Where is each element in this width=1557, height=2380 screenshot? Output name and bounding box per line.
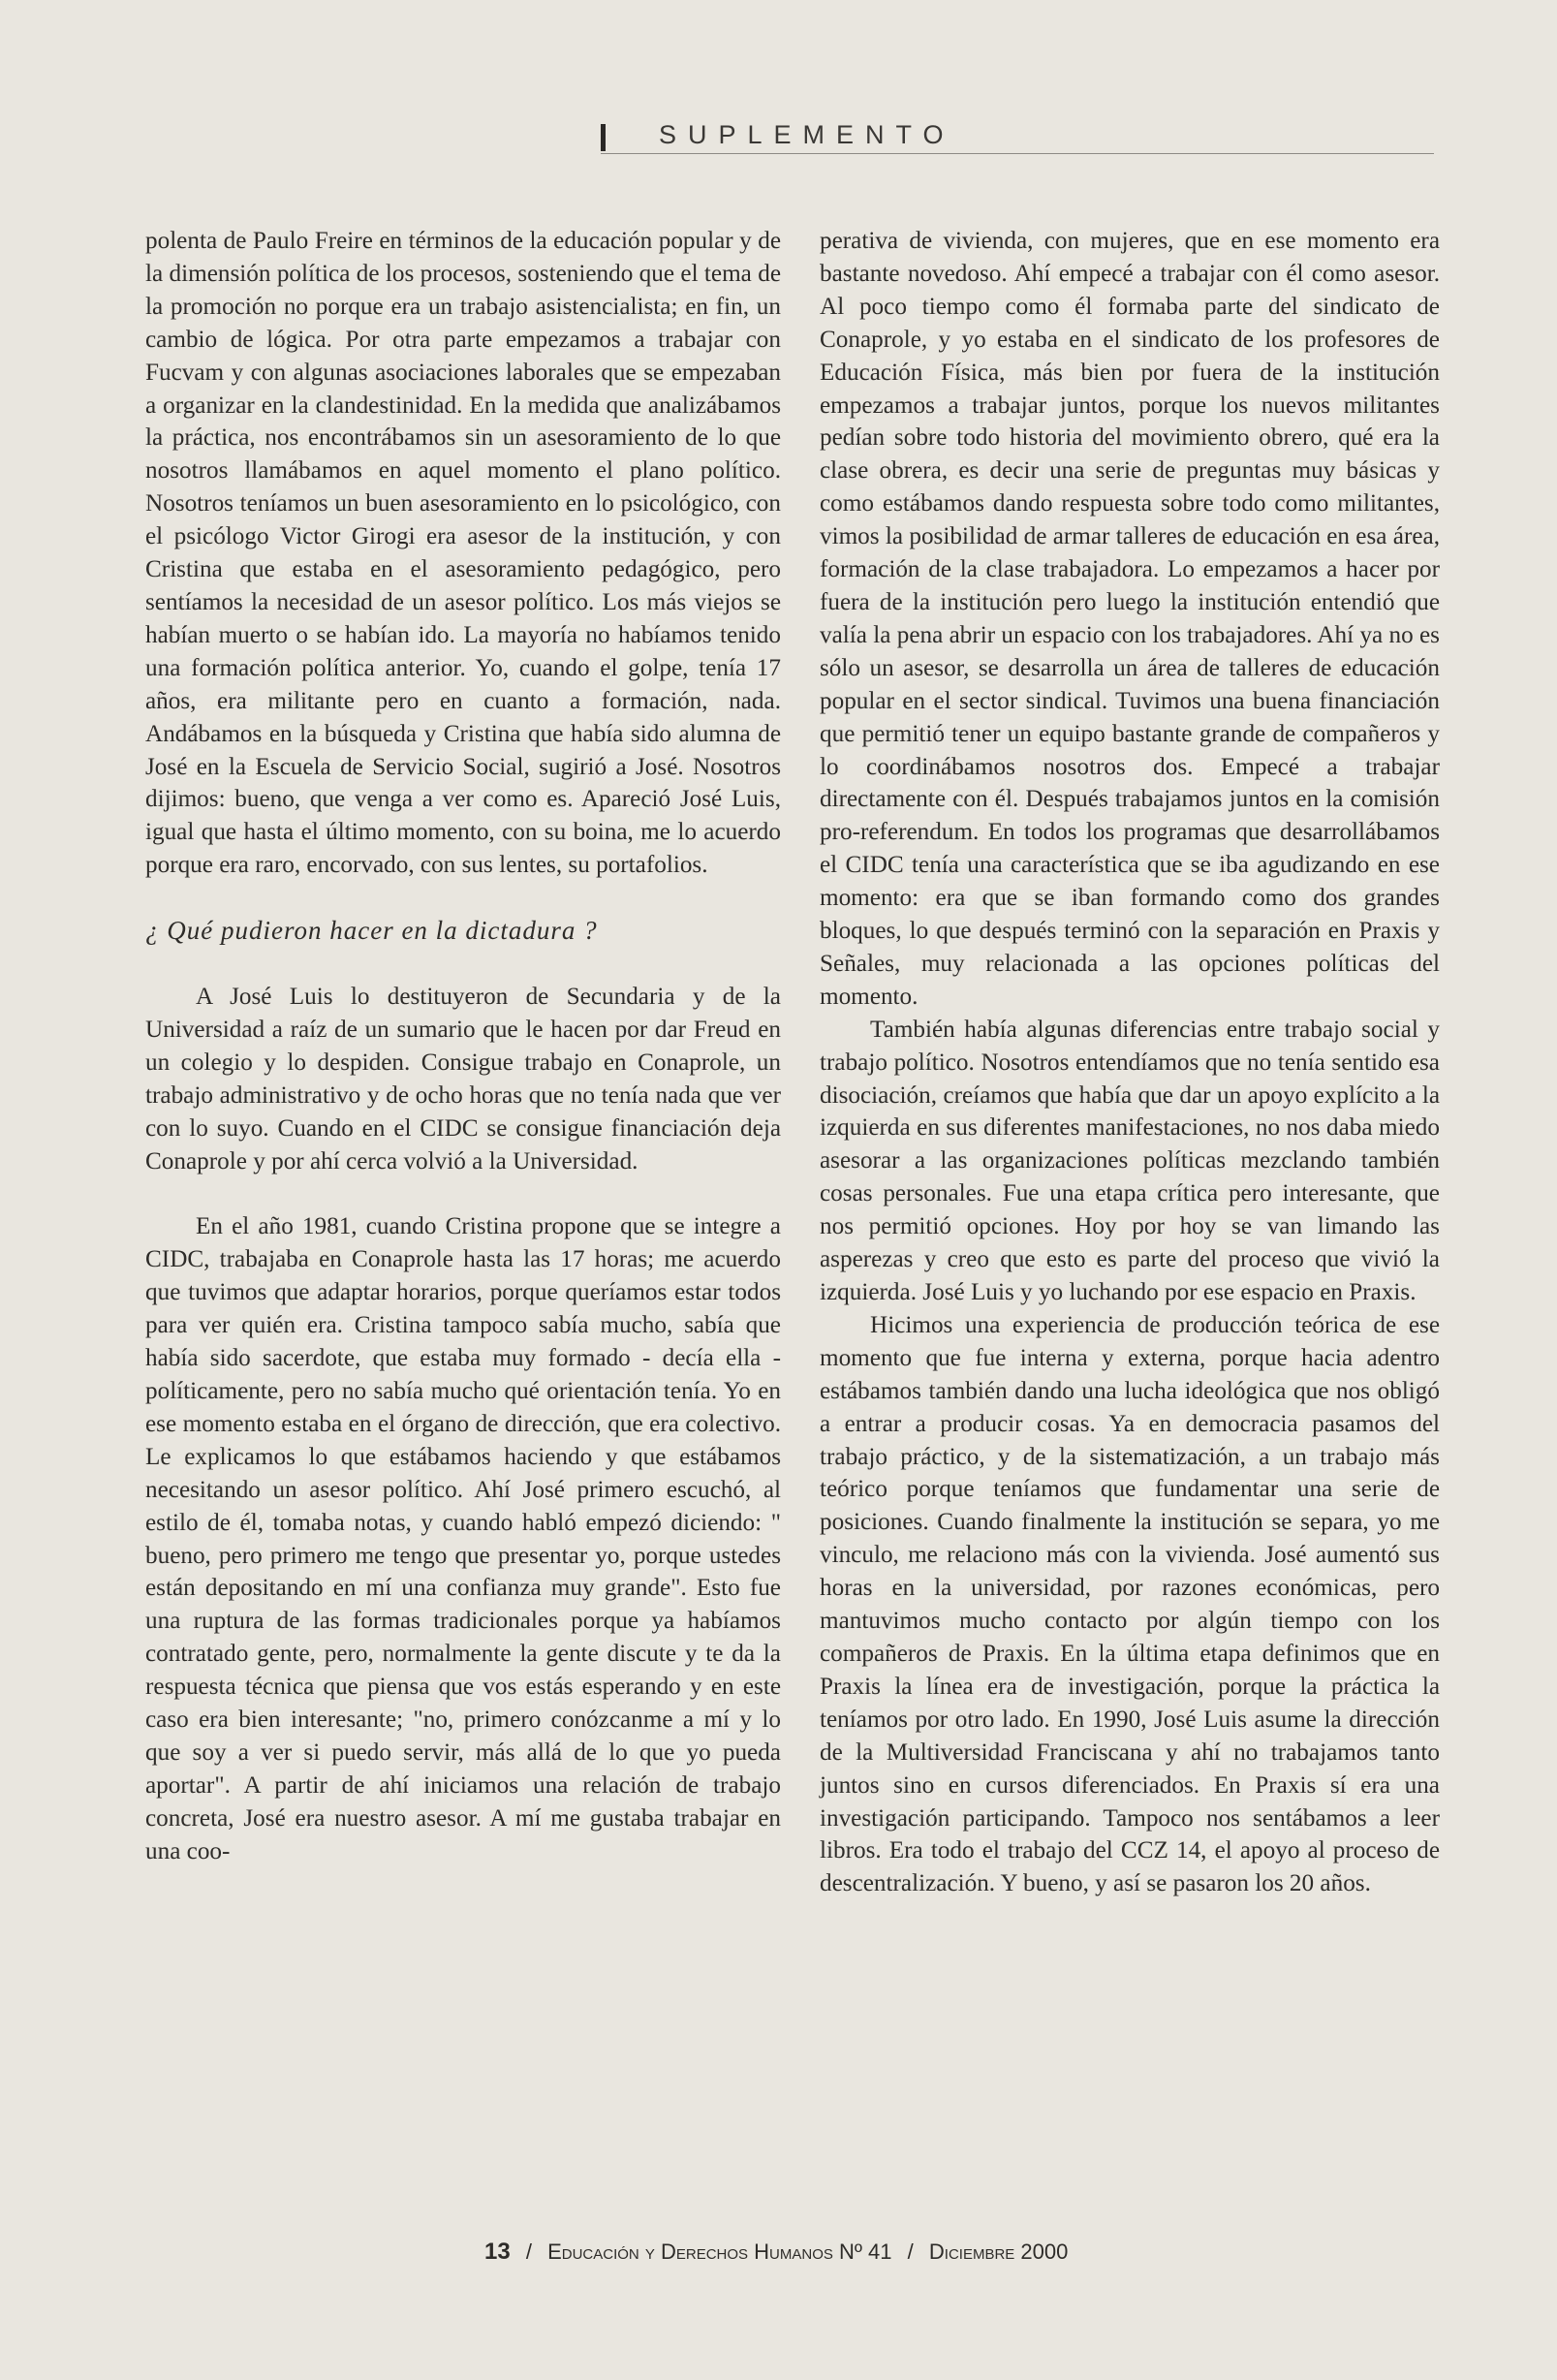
footer-separator: /	[907, 2239, 914, 2264]
paragraph: Hicimos una experiencia de producción teórica de ese momento que fue interna y externa, porque hacia adentro estábamos también dando una lucha ideológica que nos obligó a entrar a producir cosas. Ya en democracia pasamos del trabajo práctico, y de la sistematización, a un trabajo más teórico porque teníamos que fundamentar una serie de posiciones. Cuando finalmente la institución se separa, yo me vinculo, me relaciono más con la vivienda. José aumentó sus horas en la universidad, por razones económicas, pero mantuvimos mucho contacto por algún tiempo con los compañeros de Praxis. En la última etapa definimos que en Praxis la línea era de investigación, porque la práctica la teníamos por otro lado. En 1990, José Luis asume la dirección de la Multiversidad Franciscana y ahí no trabajamos tanto juntos sino en cursos diferenciados. En Praxis sí era una investigación participando. Tampoco nos sentábamos a leer libros. Era todo el trabajo del CCZ 14, el apoyo al proceso de descentralización. Y bueno, y así se pasaron los 20 años.	[820, 1311, 1440, 1897]
header-bar	[601, 124, 606, 151]
paragraph: A José Luis lo destituyeron de Secundaria y de la Universidad a raíz de un sumario que le hacen por dar Freud en un colegio y lo despiden. Consigue trabajo en Conaprole, un trabajo administrativo y de ocho horas que no tenía nada que ver con lo suyo. Cuando en el CIDC se consigue financiación deja Conaprole y por ahí cerca volvió a la Universidad.	[145, 984, 781, 1174]
paragraph: perativa de vivienda, con mujeres, que en ese momento era bastante novedoso. Ahí empecé a trabajar con él como asesor. Al poco tiempo como él formaba parte del sindicato de Conaprole, y yo estaba en el sindicato de los profesores de Educación Física, más bien por fuera de la institución empezamos a trabajar juntos, porque los nuevos militantes pedían sobre todo historia del movimiento obrero, qué era la clase obrera, es decir una serie de preguntas muy básicas y como estábamos dando respuesta sobre todo como militantes, vimos la posibilidad de armar talleres de educación en esa área, formación de la clase trabajadora. Lo empezamos a hacer por fuera de la institución pero luego la institución entendió que valía la pena abrir un espacio con los trabajadores. Ahí ya no es sólo un asesor, se desarrolla un área de talleres de educación popular en el sector sindical. Tuvimos una buena financiación que permitió tener un equipo bastante grande de compañeros y lo coordinábamos nosotros dos. Empecé a trabajar directamente con él. Después trabajamos juntos en la comisión pro-referendum. En todos los programas que desarrollábamos el CIDC tenía una característica que se iba agudizando en ese momento: era que se iban formando como dos grandes bloques, lo que después terminó con la separación en Praxis y Señales, muy relacionada a las opciones políticas del momento.	[820, 228, 1440, 1010]
publication-name: Educación y Derechos Humanos Nº 41	[547, 2239, 892, 2264]
publication-date: Diciembre 2000	[928, 2239, 1069, 2264]
paragraph: En el año 1981, cuando Cristina propone que se integre a CIDC, trabajaba en Conaprole hasta las 17 horas; me acuerdo que tuvimos que adaptar horarios, porque queríamos estar todos para ver quién era. Cristina tampoco sabía mucho, sabía que había sido sacerdote, que estaba muy formado - decía ella - políticamente, pero no sabía mucho qué orientación tenía. Yo en ese momento estaba en el órgano de dirección, que era colectivo. Le explicamos lo que estábamos haciendo y que estábamos necesitando un asesor político. Ahí José primero escuchó, al estilo de él, tomaba notas, y cuando habló empezó diciendo: " bueno, pero primero me tengo que presentar yo, porque ustedes están depositando en mí una confianza muy grande". Esto fue una ruptura de las formas tradicionales porque ya habíamos contratado gente, pero, normalmente la gente discute y te da la respuesta técnica que piensa que vos estás esperando y en este caso era bien interesante; "no, primero conózcanme a mí y lo que soy a ver si puedo servir, más allá de lo que yo pueda aportar". A partir de ahí iniciamos una relación de trabajo concreta, José era nuestro asesor. A mí me gustaba trabajar en una coo-	[145, 1213, 781, 1864]
right-column	[820, 225, 1440, 1900]
page-footer	[484, 2239, 1163, 2266]
paragraph: También había algunas diferencias entre trabajo social y trabajo político. Nosotros entendíamos que no tenía sentido esa disociación, creíamos que había que dar un apoyo explícito a la izquierda en sus diferentes manifestaciones, no nos daba miedo asesorar a las organizaciones políticas mezclando también cosas personales. Fue una etapa crítica pero interesante, que nos permitió opciones. Hoy por hoy se van limando las asperezas y creo que esto es parte del proceso que vivió la izquierda. José Luis y yo luchando por ese espacio en Praxis.	[820, 1016, 1440, 1305]
paragraph: polenta de Paulo Freire en términos de la educación popular y de la dimensión política de los procesos, sosteniendo que el tema de la promoción no porque era un trabajo asistencialista; en fin, un cambio de lógica. Por otra parte empezamos a trabajar con Fucvam y con algunas asociaciones laborales que se empezaban a organizar en la clandestinidad. En la medida que analizábamos la práctica, nos encontrábamos sin un asesoramiento de lo que nosotros llamábamos en aquel momento el plano político. Nosotros teníamos un buen asesoramiento en lo psicológico, con el psicólogo Victor Girogi era asesor de la institución, y con Cristina que estaba en el asesoramiento pedagógico, pero sentíamos la necesidad de un asesor político. Los más viejos se habían muerto o se habían ido. La mayoría no habíamos tenido una formación política anterior. Yo, cuando el golpe, tenía 17 años, era militante pero en cuanto a formación, nada. Andábamos en la búsqueda y Cristina que había sido alumna de José en la Escuela de Servicio Social, sugirió a José. Nosotros dijimos: bueno, que venga a ver como es. Apareció José Luis, igual que hasta el último momento, con su boina, me lo acuerdo porque era raro, encorvado, con sus lentes, su portafolios.	[145, 228, 781, 879]
section-title: SUPLEMENTO	[659, 120, 955, 149]
footer-separator: /	[525, 2239, 532, 2264]
header-rule	[601, 153, 1434, 154]
section-header	[601, 116, 1434, 155]
left-column	[145, 225, 781, 1868]
subheading: ¿ Qué pudieron hacer en la dictadura ?	[145, 916, 598, 946]
page-number: 13	[484, 2239, 511, 2265]
